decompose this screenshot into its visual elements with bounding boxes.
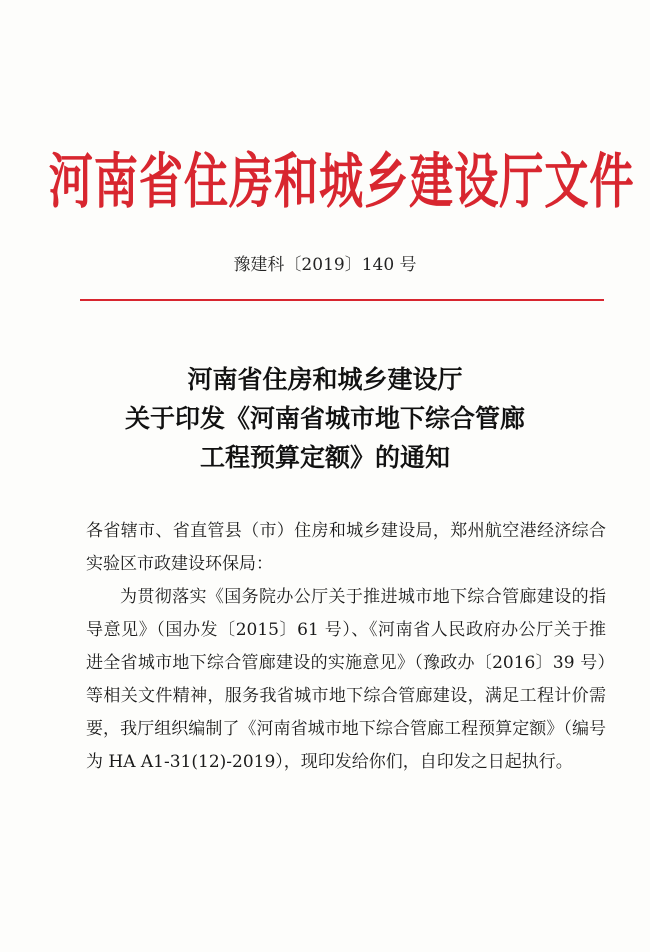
notice-title-line-3: 工程预算定额》的通知	[199, 443, 450, 472]
document-number: 豫建科〔2019〕140 号	[233, 255, 417, 275]
notice-title-line-1: 河南省住房和城乡建设厅	[187, 365, 463, 394]
red-divider-line	[80, 299, 604, 301]
document-header-title: 河南省住房和城乡建设厅文件	[48, 146, 635, 217]
notice-title	[0, 360, 650, 477]
body-paragraph: 为贯彻落实《国务院办公厅关于推进城市地下综合管廊建设的指导意见》（国办发〔2015〕61 号）、《河南省人民政府办公厅关于推进全省城市地下综合管廊建设的实施意见》（豫政办〔2016〕39 号）等相关文件精神，服务我省城市地下综合管廊建设，满足工程计价需要，我厅组织编制了《河南省城市地下综合管廊工程预算定额》（编号为 HA A1-31(12)-2019），现印发给你们，自印发之日起执行。	[86, 587, 606, 772]
salutation: 各省辖市、省直管县（市）住房和城乡建设局，郑州航空港经济综合实验区市政建设环保局：	[86, 521, 606, 574]
notice-title-line-2: 关于印发《河南省城市地下综合管廊	[124, 404, 525, 433]
document-body	[86, 515, 606, 779]
